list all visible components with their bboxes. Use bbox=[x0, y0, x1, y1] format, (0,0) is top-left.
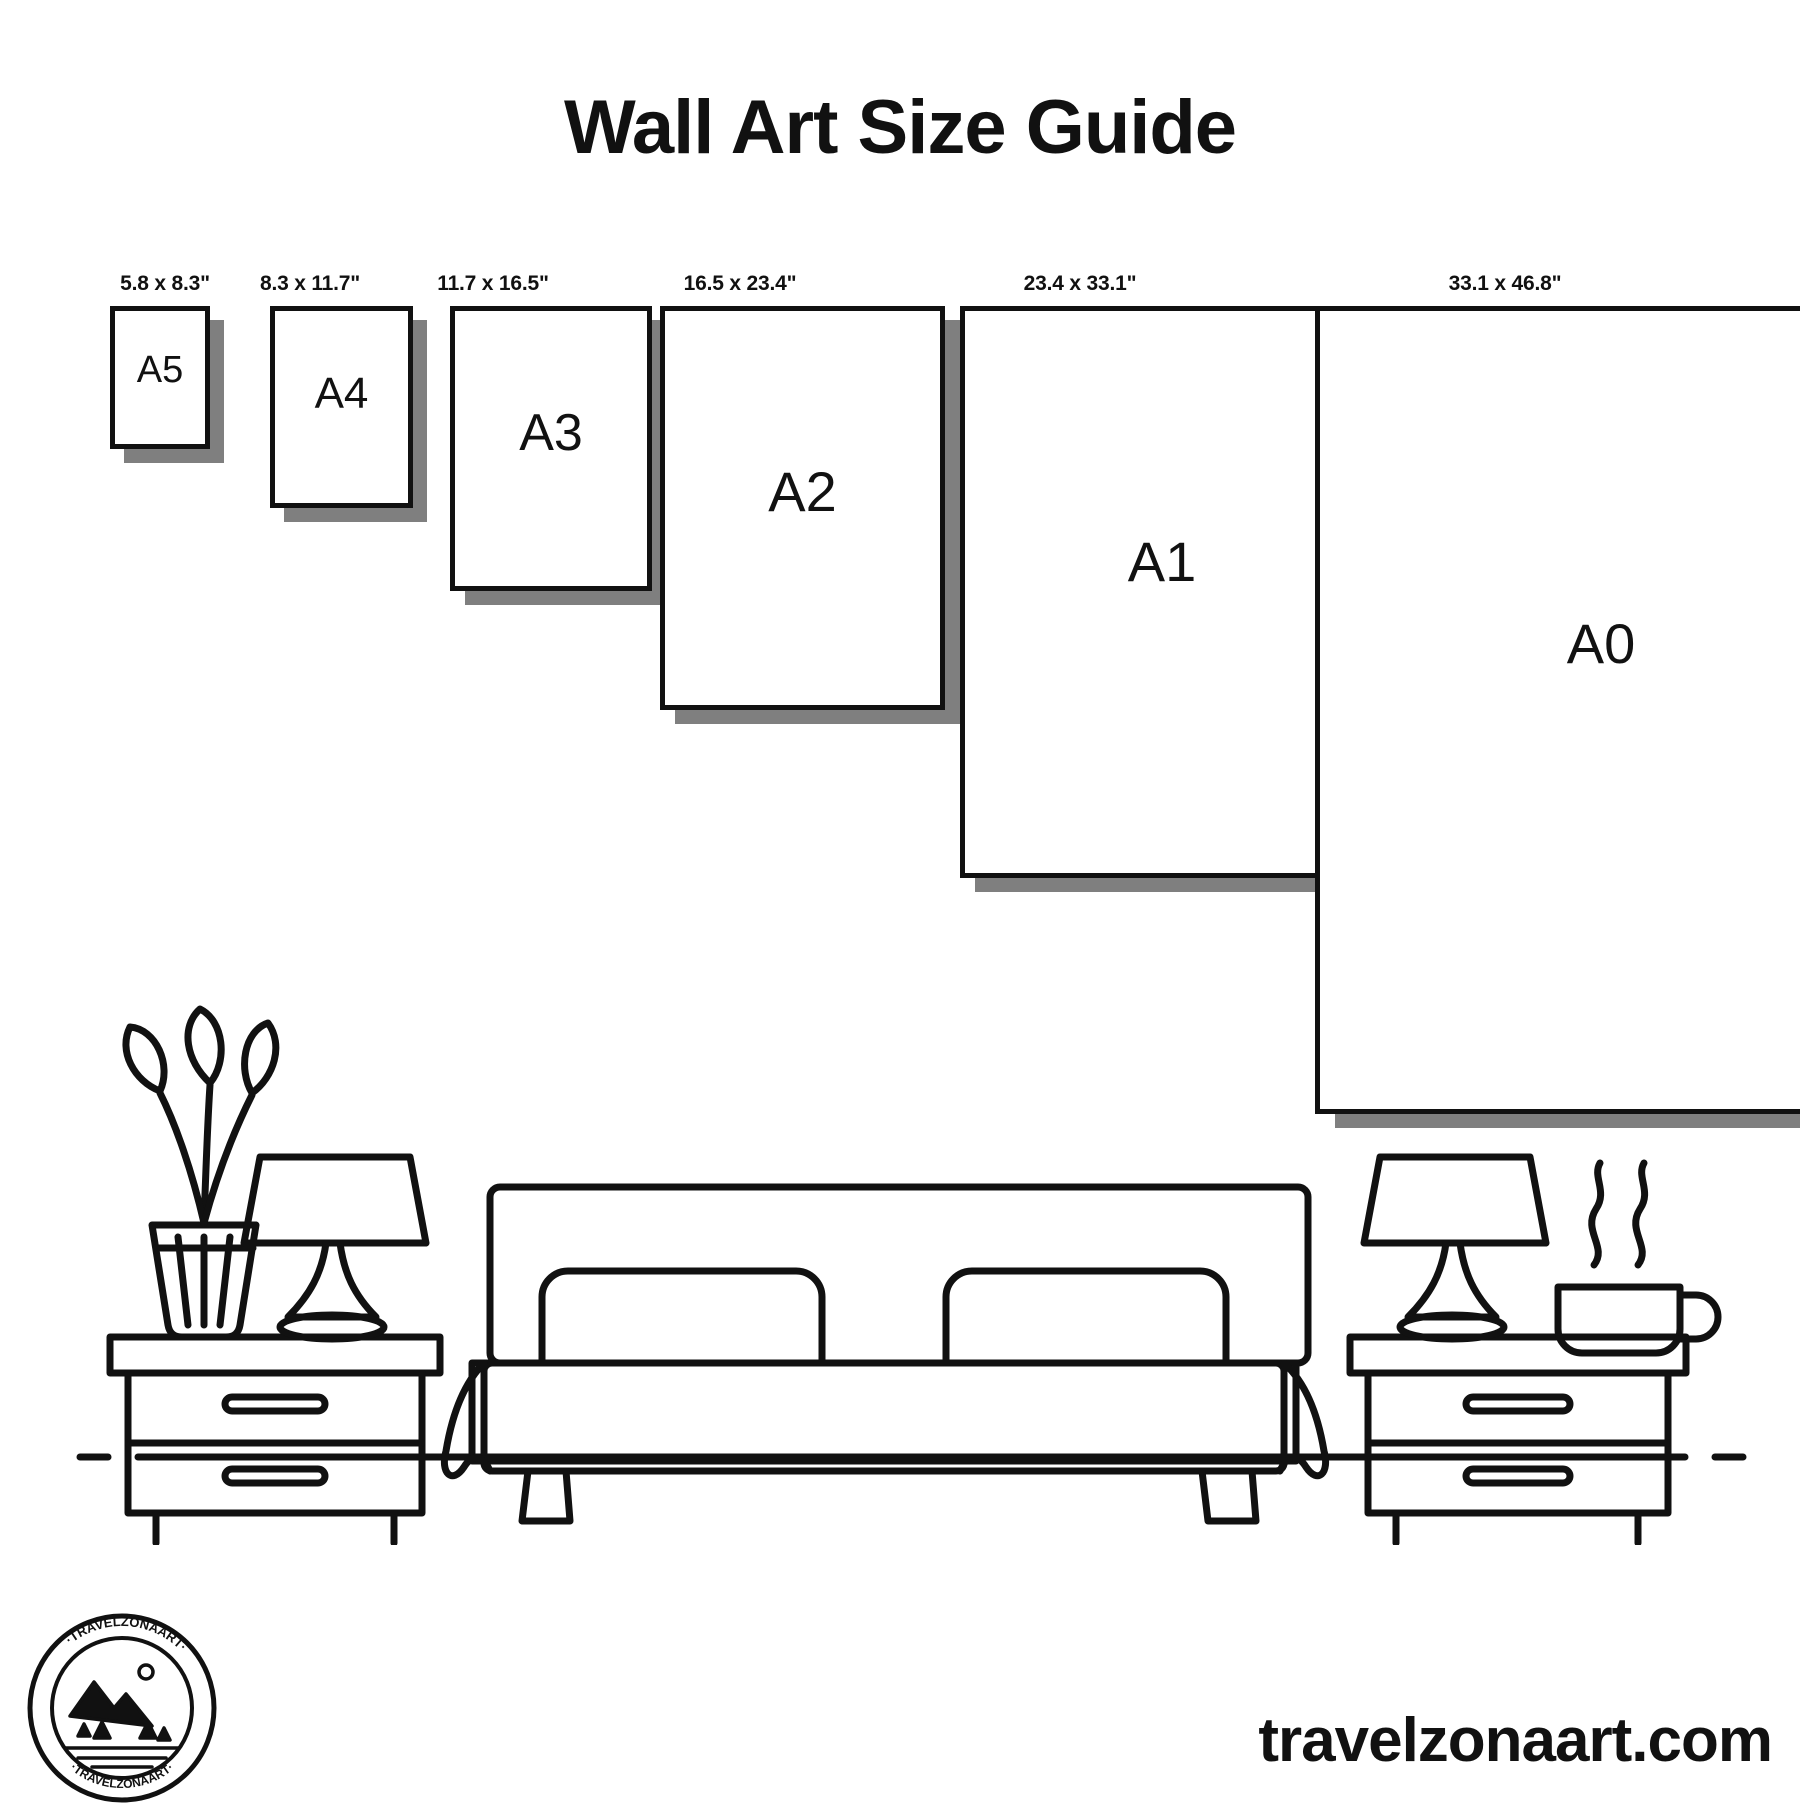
frame-label-a5: A5 bbox=[136, 349, 184, 391]
frame-label-a3: A3 bbox=[519, 404, 583, 462]
size-comparison-chart bbox=[0, 272, 1800, 1010]
frame-label-a2: A2 bbox=[768, 460, 837, 523]
nightstand-left bbox=[110, 1337, 440, 1543]
size-caption-a4: 8.3 x 11.7" bbox=[259, 272, 360, 295]
bed bbox=[444, 1187, 1325, 1521]
size-caption-a0: 33.1 x 46.8" bbox=[1448, 272, 1562, 295]
frame-a4[interactable] bbox=[270, 306, 413, 508]
coffee-cup bbox=[1558, 1163, 1718, 1353]
frame-label-a1: A1 bbox=[1127, 530, 1197, 593]
frame-a3[interactable] bbox=[450, 306, 652, 591]
logo-mountain-scene bbox=[66, 1665, 178, 1767]
logo-text-outer: ·TRAVELZONAART· bbox=[62, 1613, 191, 1654]
table-lamp-left bbox=[244, 1157, 426, 1339]
vase-with-plant bbox=[126, 1009, 276, 1337]
frame-label-a0: A0 bbox=[1566, 612, 1636, 675]
size-caption-a1: 23.4 x 33.1" bbox=[1023, 272, 1137, 295]
frame-label-a4: A4 bbox=[314, 369, 369, 418]
site-url[interactable]: travelzonaart.com bbox=[1258, 1706, 1772, 1775]
frame-a1[interactable] bbox=[960, 306, 1364, 878]
size-caption-a3: 11.7 x 16.5" bbox=[437, 272, 549, 295]
nightstand-right bbox=[1350, 1337, 1686, 1543]
frame-a2[interactable] bbox=[660, 306, 945, 710]
logo-text-inner: ·TRAVELZONAART· bbox=[67, 1760, 177, 1792]
bedroom-illustration bbox=[60, 965, 1760, 1545]
page-title: Wall Art Size Guide bbox=[563, 85, 1237, 170]
table-lamp-right bbox=[1364, 1157, 1546, 1339]
frame-a5[interactable] bbox=[110, 306, 210, 449]
size-caption-a2: 16.5 x 23.4" bbox=[683, 272, 797, 295]
brand-logo[interactable] bbox=[22, 1608, 222, 1808]
size-caption-a5: 5.8 x 8.3" bbox=[120, 272, 210, 295]
